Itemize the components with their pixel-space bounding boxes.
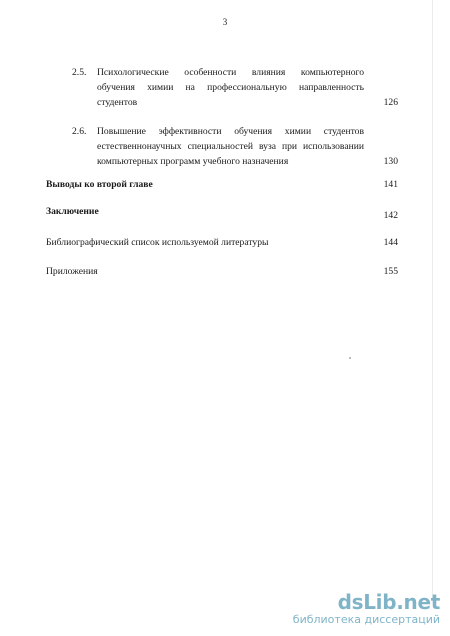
watermark	[293, 591, 440, 626]
toc-entry-page: 144	[383, 237, 398, 248]
toc-entry-page: 130	[383, 156, 398, 167]
toc-entry-title-line: обучения химии на профессиональную направленность	[97, 82, 364, 93]
toc-entry-page: 142	[383, 210, 398, 221]
toc-entry-page: 126	[383, 97, 398, 108]
toc-entry-title: Заключение	[46, 206, 99, 217]
watermark-logo: dsLib.net	[337, 590, 440, 614]
toc-entry-page: 141	[383, 179, 398, 190]
toc-entry-title-line: Повышение эффективности обучения химии студентов	[97, 126, 364, 137]
page-number: 3	[222, 17, 228, 27]
toc-entry-number: 2.5.	[72, 67, 87, 78]
toc-entry-title	[97, 65, 364, 110]
toc-entry-number: 2.6.	[72, 126, 87, 137]
page-edge-rule	[432, 0, 433, 600]
watermark-tagline: библиотека диссертаций	[292, 613, 440, 626]
toc-entry-title: Выводы ко второй главе	[46, 179, 153, 190]
toc-entry-2-5[interactable]	[46, 65, 398, 110]
scan-speck	[349, 357, 351, 359]
toc-entry-2-6[interactable]	[46, 124, 398, 169]
toc-entry-title: Приложения	[46, 266, 98, 277]
toc-entry-appendices[interactable]	[46, 264, 398, 279]
toc-entry-title-line: Психологические особенности влияния компьютерного	[97, 67, 364, 78]
toc-entry-bibliography[interactable]	[46, 235, 398, 250]
toc-entry-title: Библиографический список используемой литературы	[46, 237, 269, 248]
toc-entry-title-line: компьютерных программ учебного назначения	[97, 156, 289, 167]
toc-entry-title-line: студентов	[97, 97, 138, 108]
toc-entry-page: 155	[383, 266, 398, 277]
toc-entry-chapter2-conclusions[interactable]	[46, 177, 398, 192]
toc-entry-title	[97, 124, 364, 169]
toc-entry-conclusion[interactable]	[46, 204, 398, 219]
toc-entry-title-line: естественнонаучных специальностей вуза при использовании	[97, 141, 364, 152]
